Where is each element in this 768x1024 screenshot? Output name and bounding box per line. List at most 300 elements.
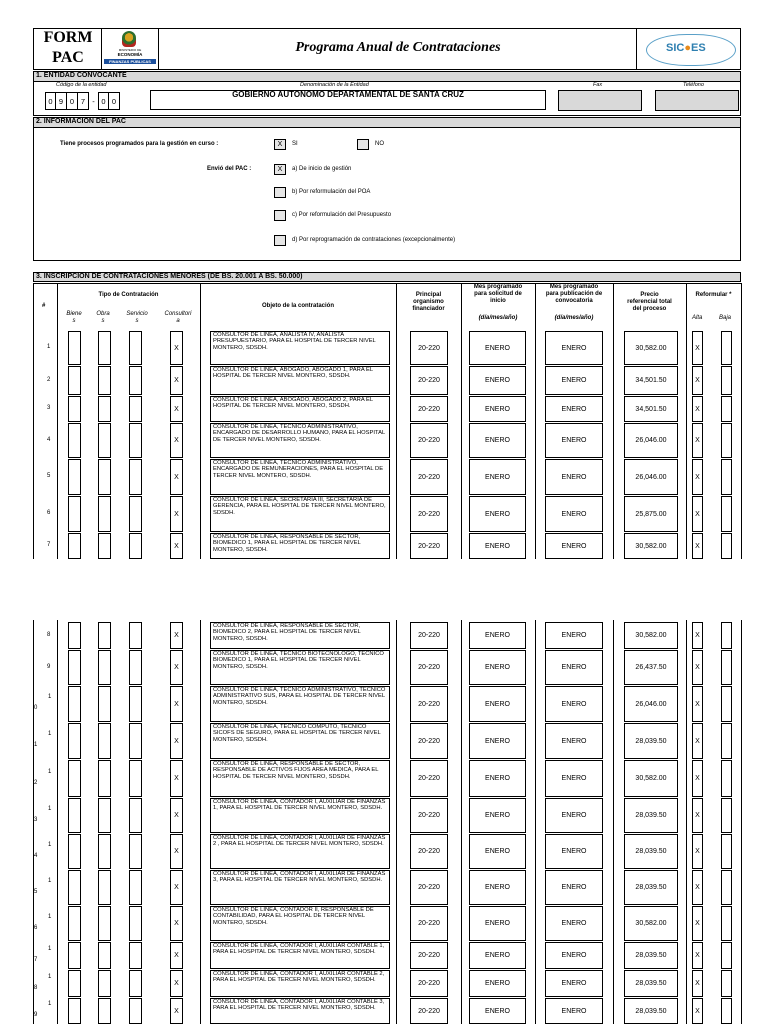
obras-checkbox[interactable] [98,906,111,941]
code-dash: - [92,96,95,106]
bienes-checkbox[interactable] [68,942,81,969]
bienes-checkbox[interactable] [68,686,81,722]
consultoria-checkbox[interactable]: X [170,366,183,395]
alta-checkbox[interactable]: X [692,798,703,833]
bienes-checkbox[interactable] [68,798,81,833]
publish-month: ENERO [545,533,603,559]
form-code-line1: FORM [43,29,93,46]
publish-month: ENERO [545,396,603,422]
servicios-checkbox[interactable] [129,798,142,833]
funding-org: 20-220 [410,998,448,1024]
consultoria-checkbox[interactable]: X [170,942,183,969]
baja-checkbox[interactable] [721,496,732,532]
bienes-checkbox[interactable] [68,423,81,458]
servicios-checkbox[interactable] [129,533,142,559]
obras-checkbox[interactable] [98,870,111,905]
servicios-checkbox[interactable] [129,760,142,797]
funding-org: 20-220 [410,459,448,495]
entity-name-label: Denominación de la Entidad [300,82,369,88]
publish-month: ENERO [545,760,603,797]
contract-object: CONSULTOR DE LINEA, ANALISTA IV, ANALISTA PRESUPUESTARIO, PARA EL HOSPITAL DE TERCER NIVEL MONTERO, SDSDH. [210,331,390,365]
start-month: ENERO [469,970,526,997]
consultoria-checkbox[interactable]: X [170,906,183,941]
alta-checkbox[interactable]: X [692,834,703,869]
code-digit: 7 [78,92,89,110]
start-month: ENERO [469,998,526,1024]
funding-org: 20-220 [410,496,448,532]
column-rule [535,620,536,1024]
reference-price: 30,582.00 [624,622,678,649]
contract-object: CONSULTOR DE LINEA, CONTADOR I, AUXILIAR CONTABLE 3, PARA EL HOSPITAL DE TERCER NIVEL MONTERO, SDSDH. [210,998,390,1024]
code-digit: 9 [56,92,67,110]
section-2-heading-bar [34,118,740,128]
alta-checkbox[interactable]: X [692,906,703,941]
publish-month: ENERO [545,423,603,458]
col-precio-2: referencial total [627,299,672,305]
baja-checkbox[interactable] [721,998,732,1024]
section-3-heading: 3. INSCRIPCION DE CONTRATACIONES MENORES (DE BS. 20.001 A BS. 50.000) [36,273,303,280]
row-number: 1 [48,805,52,812]
contract-object: CONSULTOR DE LINEA, ABOGADO, ABOGADO 1, PARA EL HOSPITAL DE TERCER NIVEL MONTERO, SDSDH. [210,366,390,395]
phone-field [655,90,739,111]
contract-object: CONSULTOR DE LINEA, RESPONSABLE DE SECTOR, BIOMEDICO 1, PARA EL HOSPITAL DE TERCER NIVEL MONTERO, SDSDH. [210,533,390,559]
servicios-checkbox[interactable] [129,396,142,422]
row-number-suffix: 3 [34,816,38,823]
q1-si-checkbox[interactable]: X [274,139,286,150]
baja-checkbox[interactable] [721,331,732,365]
consultoria-checkbox[interactable]: X [170,970,183,997]
reference-price: 30,582.00 [624,331,678,365]
row-number-suffix: 7 [34,956,38,963]
row-number: 1 [48,731,52,737]
servicios-checkbox[interactable] [129,970,142,997]
code-label: Código de la entidad [56,82,107,88]
col-mes-inicio-1: Mes programado [473,284,523,290]
consultoria-checkbox[interactable]: X [170,798,183,833]
row-number: 1 [48,877,52,884]
q2-opt-a-checkbox[interactable]: X [274,164,286,175]
column-rule [613,620,614,1024]
bienes-checkbox[interactable] [68,998,81,1024]
col-tipo: Tipo de Contratación [98,292,159,298]
row-number-suffix: 6 [34,924,38,931]
obras-checkbox[interactable] [98,834,111,869]
obras-checkbox[interactable] [98,423,111,458]
page-title: Programa Anual de Contrataciones [295,40,501,55]
consultoria-checkbox[interactable]: X [170,423,183,458]
baja-checkbox[interactable] [721,760,732,797]
funding-org: 20-220 [410,686,448,722]
column-rule [686,620,687,1024]
alta-checkbox[interactable]: X [692,396,703,422]
funding-org: 20-220 [410,942,448,969]
obras-checkbox[interactable] [98,496,111,532]
col-mes-inicio [461,284,535,305]
alta-checkbox[interactable]: X [692,970,703,997]
column-rule [57,331,58,559]
contract-object: CONSULTOR DE LINEA, SECRETARIA III, SECRETARIA DE GERENCIA, PARA EL HOSPITAL DE TERCER NIVEL MONTERO, SDSDH. [210,496,390,532]
obras-checkbox[interactable] [98,366,111,395]
funding-org: 20-220 [410,622,448,649]
contract-object: CONSULTOR DE LINEA, CONTADOR I, AUXILIAR DE FINANZAS 2 , PARA EL HOSPITAL DE TERCER NIVEL MONTERO, SDSDH. [210,834,390,869]
col-servicios-2: s [135,318,139,324]
baja-checkbox[interactable] [721,906,732,941]
baja-checkbox[interactable] [721,798,732,833]
col-mes-pub-3: convocatoria [555,298,593,304]
reference-price: 28,039.50 [624,942,678,969]
alta-checkbox[interactable]: X [692,496,703,532]
fax-field [558,90,642,111]
reference-price: 25,875.00 [624,496,678,532]
reference-price: 28,039.50 [624,798,678,833]
publish-month: ENERO [545,331,603,365]
form-code-line2: PAC [52,49,84,66]
start-month: ENERO [469,942,526,969]
alta-checkbox[interactable]: X [692,423,703,458]
column-rule [200,331,201,559]
column-rule [741,331,742,559]
col-organismo-3: financiador [412,306,445,312]
contract-object: CONSULTOR DE LINEA, TECNICO ADMINISTRATIVO, ENCARGADO DE DESARROLLO HUMANO, PARA EL HOSPITAL DE TERCER NIVEL MONTERO, SDSDH. [210,423,390,458]
row-number: 6 [47,510,51,516]
obras-checkbox[interactable] [98,650,111,685]
alta-checkbox[interactable]: X [692,331,703,365]
publish-month: ENERO [545,723,603,759]
col-consultoria-1: Consultori [164,311,192,317]
ministry-small: MINISTERIO DE [118,48,142,52]
publish-month: ENERO [545,650,603,685]
column-rule [33,331,34,559]
publish-month: ENERO [545,942,603,969]
section-1-heading: 1. ENTIDAD CONVOCANTE [36,72,127,79]
obras-checkbox[interactable] [98,723,111,759]
column-rule [396,620,397,1024]
consultoria-checkbox[interactable]: X [170,533,183,559]
obras-checkbox[interactable] [98,998,111,1024]
baja-checkbox[interactable] [721,942,732,969]
reference-price: 30,582.00 [624,533,678,559]
bienes-checkbox[interactable] [68,970,81,997]
funding-org: 20-220 [410,870,448,905]
baja-checkbox[interactable] [721,870,732,905]
contract-object: CONSULTOR DE LINEA, CONTADOR I, AUXILIAR CONTABLE 2, PARA EL HOSPITAL DE TERCER NIVEL MONTERO, SDSDH. [210,970,390,997]
bienes-checkbox[interactable] [68,760,81,797]
q1-no-checkbox[interactable] [357,139,369,150]
sicoes-logo-text [666,42,706,54]
alta-checkbox[interactable]: X [692,533,703,559]
row-number-suffix: 4 [34,852,38,859]
servicios-checkbox[interactable] [129,622,142,649]
reference-price: 28,039.50 [624,870,678,905]
publish-month: ENERO [545,686,603,722]
row-number-suffix: 5 [34,888,38,895]
column-rule [613,331,614,559]
row-number: 1 [48,973,52,980]
servicios-checkbox[interactable] [129,459,142,495]
col-mes-pub-2: para publicación de [545,291,603,297]
bienes-checkbox[interactable] [68,906,81,941]
consultoria-checkbox[interactable]: X [170,496,183,532]
sicoes-logo-dot: ● [684,42,691,54]
col-obras-2: s [101,318,105,324]
contract-object: CONSULTOR DE LINEA, CONTADOR II, RESPONSABLE DE CONTABILIDAD, PARA EL HOSPITAL DE TERCER NIVEL MONTERO, SDSDH. [210,906,390,941]
column-rule [57,620,58,1024]
obras-checkbox[interactable] [98,459,111,495]
funding-org: 20-220 [410,834,448,869]
sicoes-logo-right: ES [691,42,706,54]
consultoria-checkbox[interactable]: X [170,834,183,869]
obras-checkbox[interactable] [98,798,111,833]
servicios-checkbox[interactable] [129,942,142,969]
alta-checkbox[interactable]: X [692,760,703,797]
baja-checkbox[interactable] [721,366,732,395]
row-number: 9 [47,663,51,670]
obras-checkbox[interactable] [98,622,111,649]
bienes-checkbox[interactable] [68,650,81,685]
servicios-checkbox[interactable] [129,870,142,905]
publish-month: ENERO [545,906,603,941]
servicios-checkbox[interactable] [129,366,142,395]
start-month: ENERO [469,423,526,458]
publish-month: ENERO [545,970,603,997]
entity-name-value: GOBIERNO AUTONOMO DEPARTAMENTAL DE SANTA CRUZ [232,90,464,99]
funding-org: 20-220 [410,396,448,422]
reference-price: 30,582.00 [624,760,678,797]
reference-price: 28,039.50 [624,834,678,869]
column-rule [461,331,462,559]
col-precio-3: del proceso [632,306,667,312]
row-number: 1 [48,768,52,775]
alta-checkbox[interactable]: X [692,459,703,495]
obras-checkbox[interactable] [98,331,111,365]
col-consultoria [158,311,198,325]
baja-checkbox[interactable] [721,834,732,869]
contract-object: CONSULTOR DE LINEA, TECNICO COMPUTO, TECNICO SICOFS DE SEGURO, PARA EL HOSPITAL DE TERCER NIVEL MONTERO, SDSDH. [210,723,390,759]
row-number: 4 [47,436,51,443]
fax-label: Fax [593,82,603,88]
q1-label: Tiene procesos programados para la gestión en curso : [60,141,219,147]
consultoria-checkbox[interactable]: X [170,870,183,905]
section-1-heading-bar [34,72,740,82]
col-mes-inicio-format: (día/mes/año) [478,315,518,321]
publish-month: ENERO [545,998,603,1024]
code-digit: 0 [45,92,56,110]
bienes-checkbox[interactable] [68,622,81,649]
q2-label: Envió del PAC : [207,166,252,172]
contract-object: CONSULTOR DE LINEA, ABOGADO, ABOGADO 2, PARA EL HOSPITAL DE TERCER NIVEL MONTERO, SDSDH. [210,396,390,422]
col-organismo-2: organismo [413,299,444,305]
consultoria-checkbox[interactable]: X [170,650,183,685]
publish-month: ENERO [545,870,603,905]
baja-checkbox[interactable] [721,970,732,997]
start-month: ENERO [469,686,526,722]
obras-checkbox[interactable] [98,686,111,722]
code-digit: 0 [109,92,120,110]
funding-org: 20-220 [410,760,448,797]
bienes-checkbox[interactable] [68,366,81,395]
servicios-checkbox[interactable] [129,906,142,941]
sicoes-logo-left: SIC [666,42,685,54]
phone-label: Teléfono [683,82,704,88]
obras-checkbox[interactable] [98,396,111,422]
bienes-checkbox[interactable] [68,723,81,759]
col-obras [90,311,116,325]
funding-org: 20-220 [410,970,448,997]
start-month: ENERO [469,366,526,395]
row-number: 8 [47,631,51,638]
col-mes-inicio-3: inicio [490,298,506,304]
col-consultoria-2: a [176,318,180,324]
publish-month: ENERO [545,834,603,869]
alta-checkbox[interactable]: X [692,686,703,722]
alta-checkbox[interactable]: X [692,723,703,759]
servicios-checkbox[interactable] [129,998,142,1024]
column-rule [535,331,536,559]
column-rule [461,620,462,1024]
publish-month: ENERO [545,459,603,495]
obras-checkbox[interactable] [98,533,111,559]
bienes-checkbox[interactable] [68,870,81,905]
obras-checkbox[interactable] [98,970,111,997]
reference-price: 34,501.50 [624,396,678,422]
funding-org: 20-220 [410,423,448,458]
row-number-suffix: 0 [34,705,38,711]
code-digit: 0 [67,92,78,110]
reference-price: 28,039.50 [624,723,678,759]
funding-org: 20-220 [410,533,448,559]
col-num: # [42,303,46,309]
ministry-sub: FINANZAS PÚBLICAS [104,59,156,64]
contract-object: CONSULTOR DE LINEA, RESPONSABLE DE SECTOR, RESPONSABLE DE ACTIVOS FIJOS AREA MEDICA, PARA EL HOSPITAL DE TERCER NIVEL MONTERO, SDSDH. [210,760,390,797]
q2-opt-b-label: b) Por reformulación del POA [292,189,371,195]
start-month: ENERO [469,331,526,365]
row-number: 7 [47,542,51,548]
baja-checkbox[interactable] [721,423,732,458]
row-number-suffix: 8 [34,984,38,991]
q2-opt-a-label: a) De inicio de gestión [292,166,352,172]
bienes-checkbox[interactable] [68,834,81,869]
q2-opt-c-checkbox[interactable] [274,210,286,221]
contract-object: CONSULTOR DE LINEA, CONTADOR I, AUXILIAR DE FINANZAS 3, PARA EL HOSPITAL DE TERCER NIVEL MONTERO, SDSDH. [210,870,390,905]
start-month: ENERO [469,798,526,833]
ministry-seal-icon [122,31,136,47]
row-number: 5 [47,473,51,479]
servicios-checkbox[interactable] [129,686,142,722]
obras-checkbox[interactable] [98,760,111,797]
servicios-checkbox[interactable] [129,723,142,759]
q1-no-label: NO [375,141,384,147]
publish-month: ENERO [545,366,603,395]
alta-checkbox[interactable]: X [692,942,703,969]
servicios-checkbox[interactable] [129,650,142,685]
col-precio [613,292,686,313]
bienes-checkbox[interactable] [68,459,81,495]
funding-org: 20-220 [410,798,448,833]
baja-checkbox[interactable] [721,622,732,649]
code-digit: 0 [98,92,109,110]
consultoria-checkbox[interactable]: X [170,723,183,759]
reference-price: 26,437.50 [624,650,678,685]
col-mes-pub-format: (día/mes/año) [554,315,594,321]
row-number: 1 [48,1001,52,1007]
q2-opt-d-checkbox[interactable] [274,235,286,246]
contract-object: CONSULTOR DE LINEA, CONTADOR I, AUXILIAR DE FINANZAS 1, PARA EL HOSPITAL DE TERCER NIVEL MONTERO, SDSDH. [210,798,390,833]
obras-checkbox[interactable] [98,942,111,969]
baja-checkbox[interactable] [721,686,732,722]
start-month: ENERO [469,870,526,905]
consultoria-checkbox[interactable]: X [170,459,183,495]
contract-object: CONSULTOR DE LINEA, CONTADOR I, AUXILIAR CONTABLE 1, PARA EL HOSPITAL DE TERCER NIVEL MONTERO, SDSDH. [210,942,390,969]
alta-checkbox[interactable]: X [692,622,703,649]
servicios-checkbox[interactable] [129,834,142,869]
col-bienes-2: s [72,318,76,324]
row-number: 1 [48,841,52,848]
start-month: ENERO [469,760,526,797]
column-rule [396,331,397,559]
q2-opt-d-label: d) Por reprogramación de contrataciones (excepcionalmente) [292,237,456,243]
start-month: ENERO [469,396,526,422]
baja-checkbox[interactable] [721,459,732,495]
start-month: ENERO [469,496,526,532]
servicios-checkbox[interactable] [129,331,142,365]
q1-si-label: SI [292,141,298,147]
baja-checkbox[interactable] [721,650,732,685]
baja-checkbox[interactable] [721,396,732,422]
ministry-name: ECONOMÍA [117,52,143,57]
baja-checkbox[interactable] [721,533,732,559]
baja-checkbox[interactable] [721,723,732,759]
alta-checkbox[interactable]: X [692,366,703,395]
consultoria-checkbox[interactable]: X [170,686,183,722]
col-organismo-1: Principal [415,292,442,298]
reference-price: 26,046.00 [624,423,678,458]
consultoria-checkbox[interactable]: X [170,331,183,365]
row-number-suffix: 2 [34,779,38,786]
col-obras-1: Obra [96,311,110,317]
alta-checkbox[interactable]: X [692,650,703,685]
col-mes-pub-1: Mes programado [549,284,599,290]
bienes-checkbox[interactable] [68,496,81,532]
bienes-checkbox[interactable] [68,533,81,559]
start-month: ENERO [469,459,526,495]
servicios-checkbox[interactable] [129,423,142,458]
bienes-checkbox[interactable] [68,331,81,365]
consultoria-checkbox[interactable]: X [170,622,183,649]
col-alta: Alta [692,315,703,321]
row-number: 2 [47,376,51,383]
consultoria-checkbox[interactable]: X [170,396,183,422]
col-reformular: Reformular * [695,292,732,298]
alta-checkbox[interactable]: X [692,870,703,905]
publish-month: ENERO [545,798,603,833]
row-number: 3 [47,405,51,411]
reference-price: 34,501.50 [624,366,678,395]
col-bienes [61,311,87,325]
row-number: 1 [48,913,52,920]
consultoria-checkbox[interactable]: X [170,998,183,1024]
reference-price: 26,046.00 [624,459,678,495]
col-servicios [120,311,154,325]
alta-checkbox[interactable]: X [692,998,703,1024]
bienes-checkbox[interactable] [68,396,81,422]
column-rule [686,331,687,559]
q2-opt-b-checkbox[interactable] [274,187,286,198]
col-servicios-1: Servicio [126,311,148,317]
column-rule [741,620,742,1024]
col-bienes-1: Biene [66,311,82,317]
servicios-checkbox[interactable] [129,496,142,532]
consultoria-checkbox[interactable]: X [170,760,183,797]
